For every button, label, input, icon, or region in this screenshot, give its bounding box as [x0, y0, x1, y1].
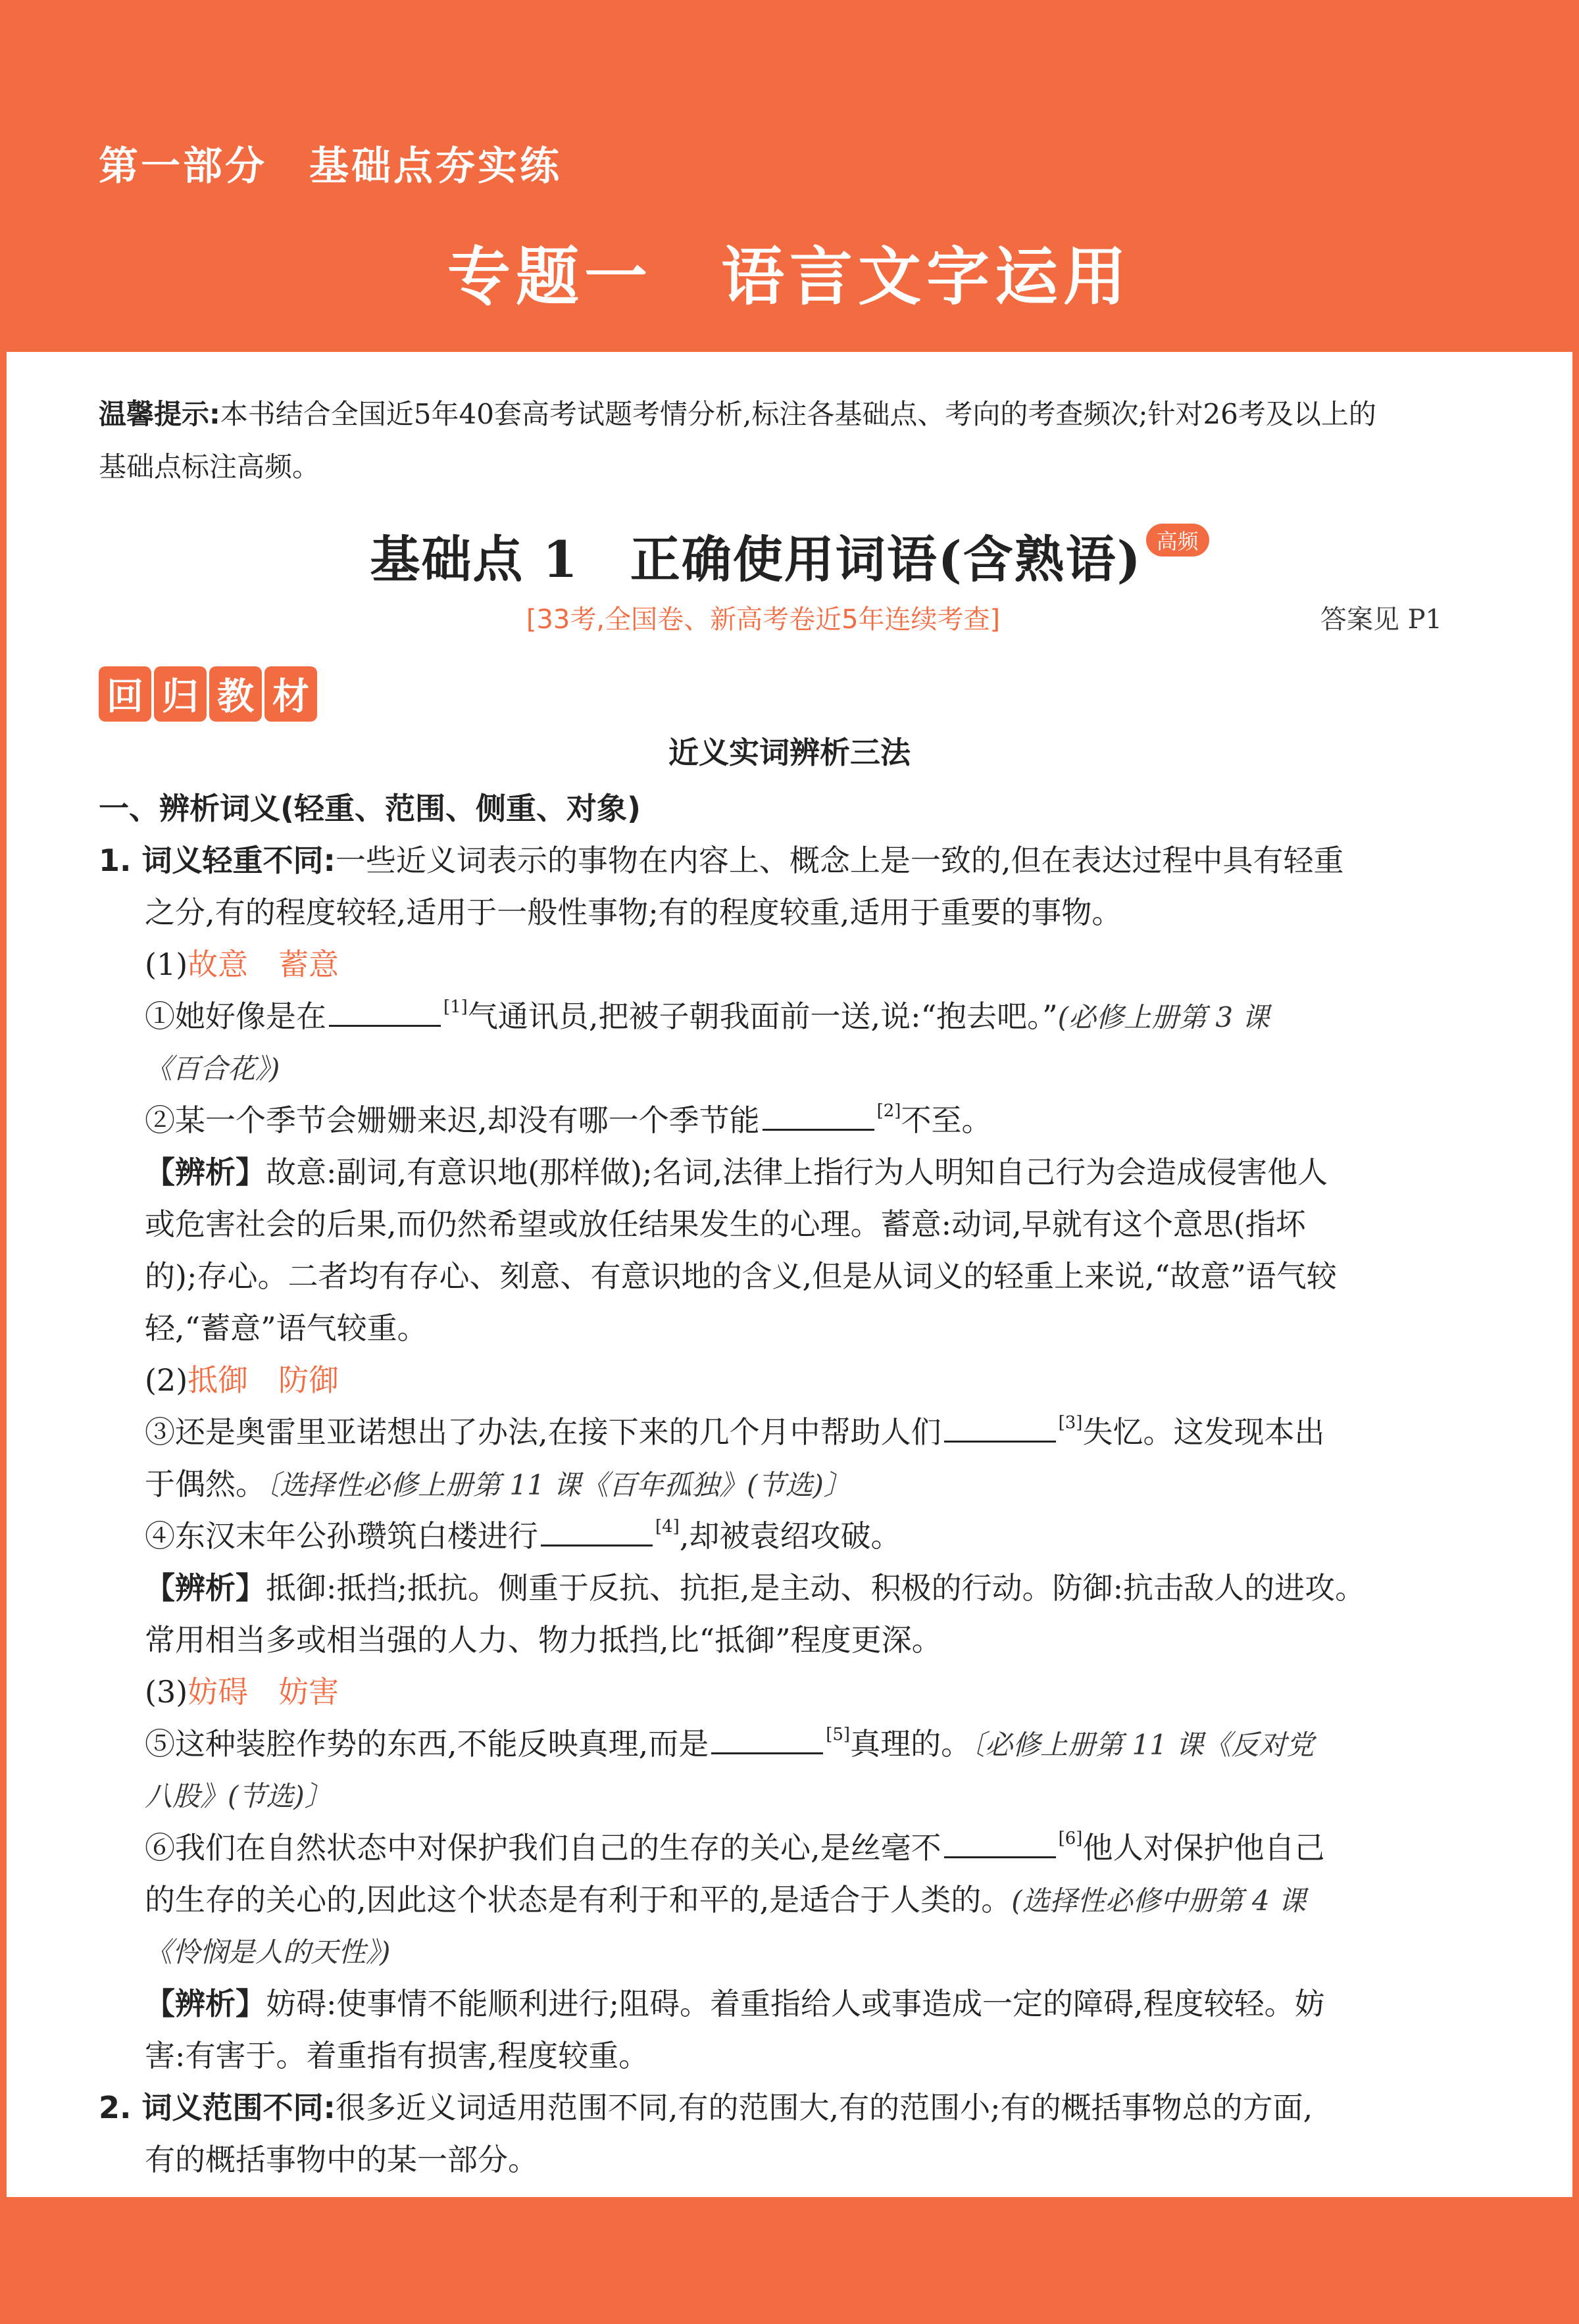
question-6-cont [99, 1874, 1441, 1926]
q6-text: ⑥我们在自然状态中对保护我们自己的生存的关心,是丝毫不 [145, 1830, 941, 1866]
answer-blank-2[interactable] [763, 1097, 874, 1131]
answer-reference: 答案见 P1 [1320, 605, 1442, 635]
item2-text: 很多近义词适用范围不同,有的范围大,有的范围小;有的概括事物总的方面, [335, 2090, 1313, 2125]
q4-text-b: ,却被袁绍攻破。 [679, 1518, 901, 1554]
item1-label: 词义轻重不同: [141, 843, 336, 878]
q5-source-2: 八股》(节选)〕 [145, 1780, 332, 1812]
question-2 [99, 1095, 1441, 1147]
q3-source: 〔选择性必修上册第 11 课《百年孤独》(节选)〕 [266, 1469, 851, 1501]
q5-text-b: 真理的。 [850, 1726, 972, 1762]
blank-2-number: [2] [876, 1101, 901, 1121]
analysis-2-text-b: 常用相当多或相当强的人力、物力抵挡,比“抵御”程度更深。 [145, 1622, 942, 1658]
item1-number: 1 [99, 843, 120, 878]
part-title: 第一部分 基础点夯实练 [99, 143, 562, 189]
q6-text-b: 他人对保护他自己 [1082, 1830, 1325, 1866]
basic-point-title [0, 520, 1579, 591]
group1-words: 故意 蓄意 [188, 947, 339, 982]
answer-blank-3[interactable] [944, 1409, 1056, 1443]
analysis-label: 【辨析】 [145, 1986, 266, 2021]
group1-label: (1) [145, 947, 188, 982]
blank-5-number: [5] [826, 1725, 851, 1744]
analysis-3 [99, 1978, 1441, 2030]
section-tag-char: 材 [264, 666, 317, 722]
answer-blank-1[interactable] [329, 993, 441, 1027]
answer-blank-5[interactable] [711, 1721, 823, 1754]
group1-heading [99, 939, 1441, 991]
main-content [99, 783, 1441, 2186]
analysis-3-text-b: 害:有害于。着重指有损害,程度较重。 [145, 2038, 649, 2073]
q5-source: 〔必修上册第 11 课《反对党 [971, 1729, 1315, 1761]
question-3-cont [99, 1458, 1441, 1510]
item2-line: 2. 词义范围不同:很多近义词适用范围不同,有的范围大,有的范围小;有的概括事物总的方面, [99, 2090, 1313, 2125]
group2-label: (2) [145, 1362, 188, 1398]
section-tag-char: 回 [99, 666, 151, 722]
analysis-label: 【辨析】 [145, 1570, 266, 1606]
tip-box [99, 388, 1441, 493]
item1-text: 一些近义词表示的事物在内容上、概念上是一致的,但在表达过程中具有轻重 [335, 843, 1344, 878]
section-tag-return-to-textbook [99, 666, 317, 722]
blank-1-number: [1] [443, 997, 468, 1017]
question-1 [99, 991, 1441, 1043]
level1-heading: 一、辨析词义(轻重、范围、侧重、对象) [99, 791, 641, 826]
answer-blank-4[interactable] [541, 1513, 653, 1546]
q1-source-2: 《百合花》) [145, 1052, 280, 1085]
analysis-1 [99, 1147, 1441, 1199]
analysis-1-text-d: 轻,“蓄意”语气较重。 [145, 1310, 428, 1346]
item2-text-2: 有的概括事物中的某一部分。 [145, 2142, 538, 2177]
tip-text: 本书结合全国近5年40套高考试题考情分析,标注各基础点、考向的考查频次;针对26考及以上的 [220, 398, 1376, 430]
q6-text-c: 的生存的关心的,因此这个状态是有利于和平的,是适合于人类的。 [145, 1882, 1012, 1917]
blank-6-number: [6] [1058, 1829, 1083, 1848]
analysis-3-text: 妨碍:使事情不能顺利进行;阻碍。着重指给人或事造成一定的障碍,程度较轻。妨 [266, 1986, 1325, 2021]
analysis-2 [99, 1562, 1441, 1614]
q3-text: ③还是奥雷里亚诺想出了办法,在接下来的几个月中帮助人们 [145, 1414, 941, 1450]
item2-number: 2 [99, 2090, 120, 2125]
q1-source: (必修上册第 3 课 [1057, 1001, 1270, 1033]
q4-text: ④东汉末年公孙瓒筑白楼进行 [145, 1518, 538, 1554]
section-heading: 近义实词辨析三法 [668, 735, 911, 770]
q6-source-2: 《怜悯是人的天性》) [145, 1936, 391, 1968]
question-4 [99, 1510, 1441, 1562]
answer-blank-6[interactable] [944, 1825, 1056, 1858]
group3-words: 妨碍 妨害 [188, 1674, 339, 1710]
blank-3-number: [3] [1058, 1413, 1083, 1433]
tip-text-2: 基础点标注高频。 [99, 451, 320, 483]
question-6 [99, 1822, 1441, 1874]
basic-point-subtitle: [33考,全国卷、新高考卷近5年连续考查] [526, 605, 1001, 635]
analysis-1-text-b: 或危害社会的后果,而仍然希望或放任结果发生的心理。蓄意:动词,早就有这个意思(指坏 [145, 1206, 1306, 1242]
section-tag-char: 教 [209, 666, 262, 722]
group3-heading [99, 1666, 1441, 1718]
q2-text: ②某一个季节会姗姗来迟,却没有哪一个季节能 [145, 1102, 760, 1138]
q5-text: ⑤这种装腔作势的东西,不能反映真理,而是 [145, 1726, 709, 1762]
analysis-1-text-c: 的);存心。二者均有存心、刻意、有意识地的含义,但是从词义的轻重上来说,“故意”语气较 [145, 1258, 1337, 1294]
q6-source: (选择性必修中册第 4 课 [1011, 1885, 1307, 1917]
basic-point-title-text: 基础点 1 正确使用词语(含熟语) [370, 530, 1142, 589]
group2-words: 抵御 防御 [188, 1362, 339, 1398]
group3-label: (3) [145, 1674, 188, 1710]
q3-text-b: 失忆。这发现本出 [1082, 1414, 1325, 1450]
item2-label: 词义范围不同: [141, 2090, 336, 2125]
analysis-2-text: 抵御:抵挡;抵抗。侧重于反抗、抗拒,是主动、积极的行动。防御:抗击敌人的进攻。 [266, 1570, 1366, 1606]
question-5 [99, 1718, 1441, 1770]
q1-text-b: 气通讯员,把被子朝我面前一送,说:“抱去吧。” [467, 999, 1058, 1034]
blank-4-number: [4] [655, 1517, 680, 1537]
item1-text-2: 之分,有的程度较轻,适用于一般性事物;有的程度较重,适用于重要的事物。 [145, 895, 1122, 930]
page-footer [0, 2197, 1579, 2324]
q1-text: ①她好像是在 [145, 999, 326, 1034]
page-number: 1 [1371, 2194, 1405, 2250]
analysis-label: 【辨析】 [145, 1154, 266, 1190]
high-frequency-badge: 高频 [1146, 524, 1209, 556]
group2-heading [99, 1354, 1441, 1406]
q2-text-b: 不至。 [901, 1102, 992, 1138]
analysis-1-text: 故意:副词,有意识地(那样做);名词,法律上指行为人明知自己行为会造成侵害他人 [266, 1154, 1328, 1190]
item1-line: 1. 词义轻重不同:一些近义词表示的事物在内容上、概念上是一致的,但在表达过程中具有轻重 [99, 843, 1344, 878]
q3-text-c: 于偶然。 [145, 1466, 266, 1502]
section-tag-char: 归 [154, 666, 207, 722]
topic-title: 专题一 语言文字运用 [447, 240, 1132, 314]
question-3 [99, 1406, 1441, 1458]
tip-label: 温馨提示: [99, 398, 220, 430]
